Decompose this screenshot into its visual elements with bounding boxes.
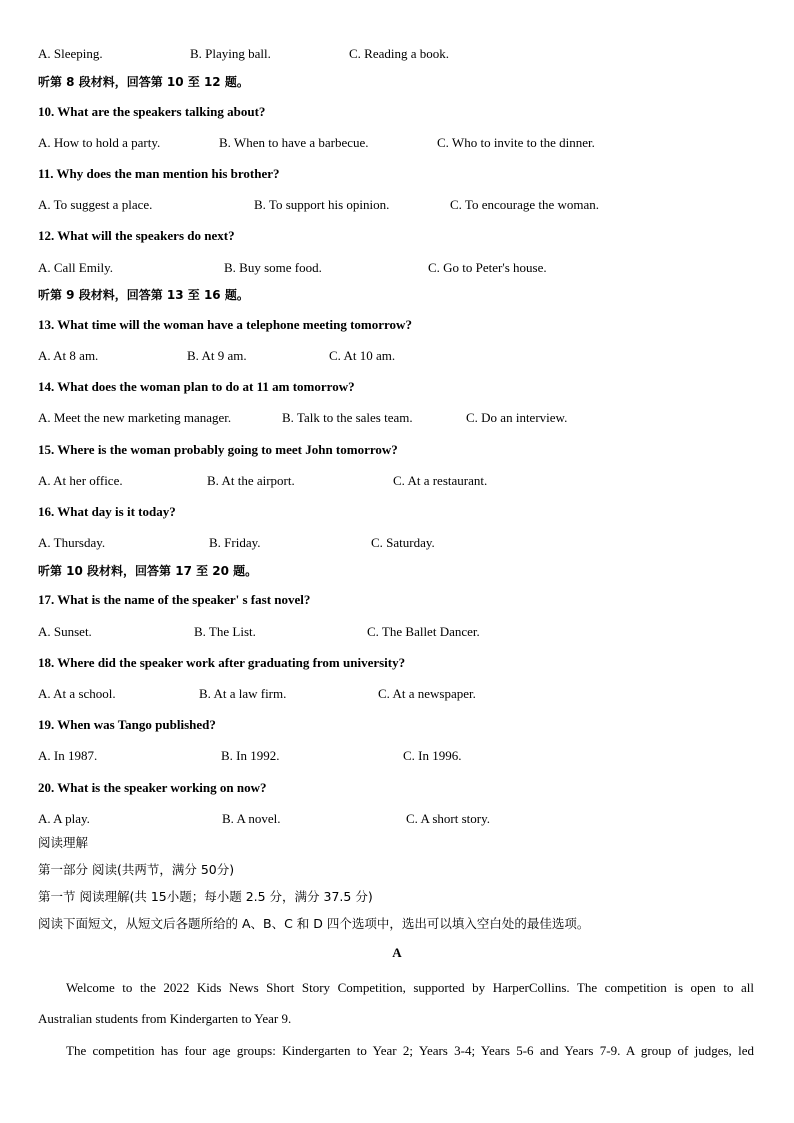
passage-label: A <box>392 945 402 960</box>
question-16: 16. What day is it today? <box>38 504 176 519</box>
q15-option-c: C. At a restaurant. <box>393 473 488 488</box>
question-10: 10. What are the speakers talking about? <box>38 104 266 119</box>
part-one-heading: 第一部分 阅读(共两节，满分 50分) <box>38 862 235 877</box>
q14-option-b: B. Talk to the sales team. <box>282 410 413 425</box>
q17-option-a: A. Sunset. <box>38 624 92 639</box>
reading-title: 阅读理解 <box>38 835 89 850</box>
q11-option-b: B. To support his opinion. <box>254 197 390 212</box>
passage-paragraph-2-line-1: The competition has four age groups: Kindergarten to Year 2; Years 3-4; Years 5-6 and Years 7-9. A group of judges, led <box>66 1043 754 1058</box>
q15-option-a: A. At her office. <box>38 473 123 488</box>
q9-option-b: B. Playing ball. <box>190 46 271 61</box>
q9-option-c: C. Reading a book. <box>349 46 450 61</box>
question-15: 15. Where is the woman probably going to meet John tomorrow? <box>38 442 398 457</box>
q16-option-b: B. Friday. <box>209 535 261 550</box>
q20-option-b: B. A novel. <box>222 811 281 826</box>
question-12: 12. What will the speakers do next? <box>38 228 235 243</box>
q14-option-a: A. Meet the new marketing manager. <box>38 410 232 425</box>
q12-option-b: B. Buy some food. <box>224 260 322 275</box>
q18-option-a: A. At a school. <box>38 686 116 701</box>
q10-option-a: A. How to hold a party. <box>38 135 161 150</box>
question-14: 14. What does the woman plan to do at 11 am tomorrow? <box>38 379 355 394</box>
q12-option-c: C. Go to Peter's house. <box>428 260 547 275</box>
q19-option-a: A. In 1987. <box>38 748 98 763</box>
q19-option-c: C. In 1996. <box>403 748 462 763</box>
q16-option-c: C. Saturday. <box>371 535 435 550</box>
passage-paragraph-1-line-2: Australian students from Kindergarten to Year 9. <box>38 1011 292 1026</box>
section-8-heading: 听第 8 段材料，回答第 10 至 12 题。 <box>38 75 249 89</box>
q17-option-b: B. The List. <box>194 624 256 639</box>
q11-option-c: C. To encourage the woman. <box>450 197 600 212</box>
q12-option-a: A. Call Emily. <box>38 260 113 275</box>
q19-option-b: B. In 1992. <box>221 748 280 763</box>
question-20: 20. What is the speaker working on now? <box>38 780 267 795</box>
q13-option-b: B. At 9 am. <box>187 348 247 363</box>
question-19: 19. When was Tango published? <box>38 717 216 732</box>
q18-option-c: C. At a newspaper. <box>378 686 476 701</box>
instructions: 阅读下面短文，从短文后各题所给的 A、B、C 和 D 四个选项中，选出可以填入空白处的最佳选项。 <box>38 916 590 931</box>
question-18: 18. Where did the speaker work after graduating from university? <box>38 655 406 670</box>
q17-option-c: C. The Ballet Dancer. <box>367 624 480 639</box>
q13-option-a: A. At 8 am. <box>38 348 99 363</box>
question-17: 17. What is the name of the speaker' s fast novel? <box>38 592 311 607</box>
q16-option-a: A. Thursday. <box>38 535 106 550</box>
q9-option-a: A. Sleeping. <box>38 46 103 61</box>
passage-paragraph-1-line-1: Welcome to the 2022 Kids News Short Story Competition, supported by HarperCollins. The competition is open to all <box>66 980 754 995</box>
question-11: 11. Why does the man mention his brother? <box>38 166 280 181</box>
q20-option-a: A. A play. <box>38 811 90 826</box>
q13-option-c: C. At 10 am. <box>329 348 396 363</box>
section-9-heading: 听第 9 段材料，回答第 13 至 16 题。 <box>38 288 249 302</box>
q15-option-b: B. At the airport. <box>207 473 295 488</box>
question-13: 13. What time will the woman have a telephone meeting tomorrow? <box>38 317 412 332</box>
q10-option-c: C. Who to invite to the dinner. <box>437 135 595 150</box>
q18-option-b: B. At a law firm. <box>199 686 287 701</box>
section-10-heading: 听第 10 段材料，回答第 17 至 20 题。 <box>38 564 258 578</box>
q20-option-c: C. A short story. <box>406 811 491 826</box>
section-one-heading: 第一节 阅读理解(共 15小题；每小题 2.5 分，满分 37.5 分) <box>38 889 373 904</box>
q11-option-a: A. To suggest a place. <box>38 197 153 212</box>
q10-option-b: B. When to have a barbecue. <box>219 135 369 150</box>
q14-option-c: C. Do an interview. <box>466 410 568 425</box>
